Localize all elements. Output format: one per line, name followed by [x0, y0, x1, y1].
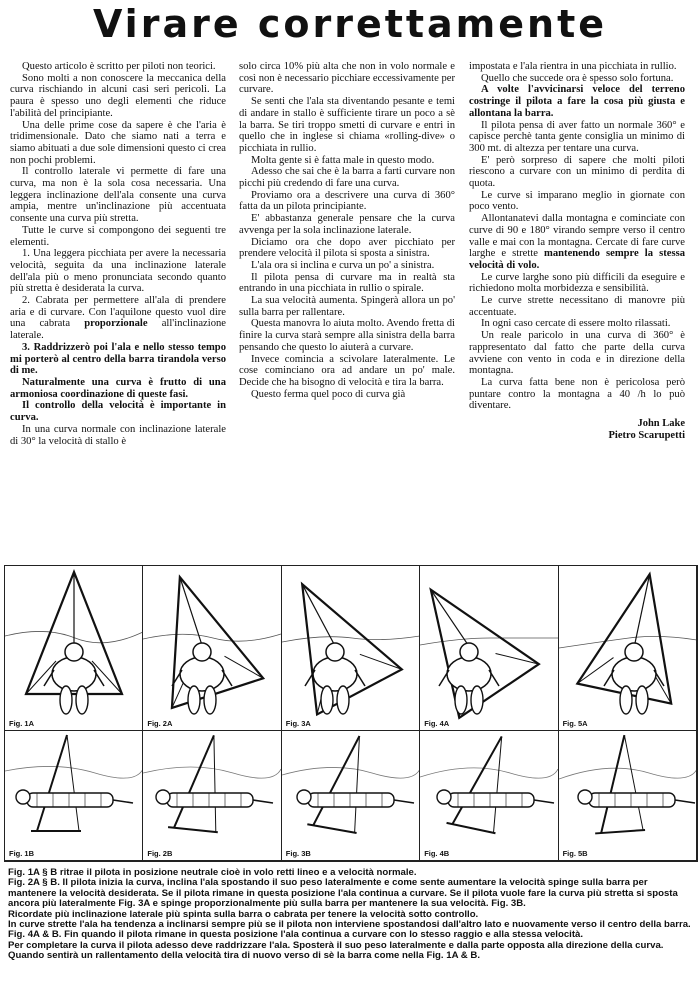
paragraph-bold: A volte l'avvicinarsi veloce del terreno costringe il pilota a fare la cosa più giusta e allontana la barra.	[469, 84, 685, 119]
paragraph: E' però sorpreso di sapere che molti piloti riescono a curvare con un minimo di perdita di quota.	[469, 154, 685, 190]
paragraph: Molta gente si è fatta male in questo modo.	[251, 154, 435, 166]
figure-panel-top	[559, 566, 697, 731]
figure-label: Fig. 3B	[285, 849, 311, 858]
caption: Fig. 1A § B ritrae il pilota in posizione neutrale cioè in volo retti lineo e a velocità normale.	[8, 867, 417, 878]
paragraph: Proviamo ora a descrivere una curva di 360° fatta da un pilota principiante.	[239, 189, 455, 213]
paragraph: In una curva normale con inclinazione laterale di 30° la velocità di stallo è	[10, 423, 226, 447]
hang-glider-pilot-illustration	[5, 566, 143, 731]
hang-glider-pilot-illustration	[559, 731, 697, 861]
figure-panel-top	[420, 566, 558, 731]
figure-label: Fig. 3A	[285, 719, 311, 728]
caption: Per completare la curva il pilota adesso deve raddrizzare l'ala. Sposterà il suo peso lateralmente e dalla parte opposta alla direzione della curva. Quando sentirà un rallentamento della velocità tira di nuovo verso di sè la barra come nella Fig. 1A & B.	[8, 939, 664, 962]
paragraph: impostata e l'ala rientra in una picchiata in rullio.	[469, 61, 677, 72]
hang-glider-pilot-illustration	[282, 566, 420, 731]
figure-label: Fig. 2B	[147, 849, 173, 858]
paragraph: E' abbastanza generale pensare che la curva avvenga per la sola inclinazione laterale.	[239, 213, 455, 236]
figure-label: Fig. 5B	[562, 849, 588, 858]
figure-panel-top	[143, 566, 281, 731]
figure-label: Fig. 5A	[562, 719, 588, 728]
paragraph: Questa manovra lo aiuta molto. Avendo fretta di finire la curva starà sempre alla sinistra della barra pensando che questo lo aiuterà a curvare.	[239, 318, 455, 353]
paragraph: Se senti che l'ala sta diventando pesante e temi di andare in stallo è sufficiente tirare un poco a sè la barra. Se tiri troppo smetti di curvare e entri in quello che in inglese si chiama «rolling-dive» o picchiata in rullio.	[239, 96, 455, 154]
figure-panel-bottom	[559, 731, 697, 861]
text-column-3	[469, 61, 685, 442]
hang-glider-pilot-illustration	[559, 566, 697, 731]
figure-label: Fig. 1B	[9, 849, 35, 858]
list-item-2	[10, 295, 226, 342]
figure-label: Fig. 4B	[424, 849, 450, 858]
caption: Ricordate più inclinazione laterale più spinta sulla barra o cabrata per tenere la velocità sotto controllo.	[8, 908, 479, 920]
paragraph: Una delle prime cose da sapere è che l'aria è tridimensionale. Dato che siamo nati a terra e siamo abituati a due sole dimensioni questo ci crea non pochi problemi.	[10, 119, 226, 166]
caption: In curve strette l'ala ha tendenza a inclinarsi sempre più se il pilota non interviene spostandosi dall'altro lato e nuovamente verso il centro della barra. Fig. 4A & B. Fin quando il pilota rimane in questa posizione l'ala continua a curvare con lo stesso raggio e alla stessa velocità.	[8, 919, 691, 941]
paragraph: La curva fatta bene non è pericolosa però puntare contro la montagna a 40 /h lo può diventare.	[469, 376, 685, 412]
paragraph: Il pilota pensa di curvare ma in realtà sta entrando in una picchiata in rullio o spirale.	[239, 271, 455, 295]
paragraph: In ogni caso cercate di essere molto rilassati.	[481, 318, 671, 330]
illustration-grid	[4, 565, 698, 862]
hang-glider-pilot-illustration	[282, 731, 420, 861]
paragraph-bold: Il controllo della velocità è importante in curva.	[10, 400, 226, 424]
figure-label: Fig. 1A	[9, 719, 35, 728]
paragraph: Adesso che sai che è la barra a farti curvare non picchi più credendo di fare una curva.	[239, 166, 455, 190]
paragraph: Le curve larghe sono più difficili da eseguire e richiedono molta morbidezza e sensibilità.	[469, 271, 685, 295]
figure-panel-bottom	[5, 731, 143, 861]
paragraph: Tutte le curve si compongono dei seguenti tre elementi.	[10, 224, 226, 248]
paragraph: Questo ferma quel poco di curva già	[251, 388, 406, 400]
paragraph: L'ala ora si inclina e curva un po' a sinistra.	[251, 259, 435, 271]
hang-glider-pilot-illustration	[420, 731, 558, 861]
paragraph: Invece comincia a scivolare lateralmente. Le cose cominciano ora ad andare un po' male. Decide che ha bisogno di velocità e tira la barra.	[239, 353, 455, 388]
paragraph-bold: Naturalmente una curva è frutto di una armoniosa coordinazione di queste fasi.	[10, 376, 226, 400]
hang-glider-pilot-illustration	[143, 731, 281, 861]
figure-label: Fig. 4A	[424, 719, 450, 728]
author-name: Pietro Scarupetti	[608, 429, 685, 441]
paragraph-text: Allontanatevi dalla montagna e cominciate con curve di 90 e 180° virando sempre verso il centro valle e mai con la montagna. Cercate di fare curve larghe e strette	[469, 213, 685, 260]
figure-panel-bottom	[143, 731, 281, 861]
hang-glider-pilot-illustration	[143, 566, 281, 731]
hang-glider-pilot-illustration	[5, 731, 143, 861]
list-item-3: 3. Raddrizzerò poi l'ala e nello stesso tempo mi porterò al centro della barra tirandola verso di me.	[10, 341, 226, 377]
list-item-1: 1. Una leggera picchiata per avere la necessaria velocità, seguita da una inclinazione laterale dell'ala più o meno pronunciata secondo quanto più stretta è desiderata la curva.	[10, 248, 226, 295]
paragraph: Quello che succede ora è spesso solo fortuna.	[481, 72, 674, 84]
paragraph: Il pilota pensa di aver fatto un normale 360° e capisce perchè tanta gente consiglia un minimo di 300 mt. di altezza per tentare una curva.	[469, 119, 685, 154]
item2-text: 2. Cabrata per permettere all'ala di prendere aria e di curvare. Con l'aquilone questo vuol dire una cabrata	[10, 295, 226, 330]
figure-panel-top	[282, 566, 420, 731]
item2-text-end: all'inclinazione laterale.	[10, 318, 226, 342]
paragraph	[469, 213, 685, 272]
paragraph: Le curve si imparano meglio in giornate con poco vento.	[469, 189, 685, 213]
figure-label: Fig. 2A	[147, 719, 173, 728]
paragraph: Le curve strette necessitano di manovre più accentuate.	[469, 295, 685, 318]
paragraph: La sua velocità aumenta. Spingerà allora un po' sulla barra per rallentare.	[239, 295, 455, 318]
hang-glider-pilot-illustration	[420, 566, 558, 731]
figure-panel-bottom	[282, 731, 420, 861]
caption: Fig. 2A § B. Il pilota inizia la curva, inclina l'ala spostando il suo peso lateralmente e come sente aumentare la velocità spinge sulla barra per mantenere la velocità desiderata. Se il pilota rimane in questa posizione l'ala continua a curvare. Se il pilota vuole fare la curva più stretta si sposta ancora più lateralmente Fig. 3A e spinge proporzionalmente più sulla barra per mantenere la sua velocità. Fig. 3B.	[8, 877, 678, 910]
paragraph: solo circa 10% più alta che non in volo normale e così non è necessario picchiare eccessivamente per curvare.	[239, 61, 455, 96]
paragraph-bold-text: mantenendo sempre la stessa velocità di volo.	[469, 248, 685, 271]
paragraph: Questo articolo è scritto per piloti non teorici.	[22, 61, 216, 72]
paragraph: Un reale paricolo in una curva di 360° è rappresentato dal fatto che parte della curva avviene con vento in coda e in direzione della montagna.	[469, 330, 685, 377]
figure-captions	[8, 868, 694, 962]
text-column-1	[10, 61, 226, 447]
author-name: John Lake	[637, 418, 685, 430]
item2-bold: proporzionale	[84, 318, 148, 330]
paragraph: Diciamo ora che dopo aver picchiato per prendere velocità il pilota si sposta a sinistra.	[239, 236, 455, 260]
figure-panel-bottom	[420, 731, 558, 861]
paragraph: Sono molti a non conoscere la meccanica della curva rischiando in alcuni casi seri pericoli. La paura è spesso uno degli elementi che riduce l'abilità del principiante.	[10, 72, 226, 119]
text-column-2	[239, 61, 455, 400]
paragraph: Il controllo laterale vi permette di fare una curva, ma non è la sola cosa necessaria. Una leggera inclinazione dell'ala consente una curva ampia, mentre un'inclinazione più accentuata consente una curva più stretta.	[10, 166, 226, 225]
article-title: Virare correttamente	[92, 2, 608, 46]
figure-panel-top	[5, 566, 143, 731]
